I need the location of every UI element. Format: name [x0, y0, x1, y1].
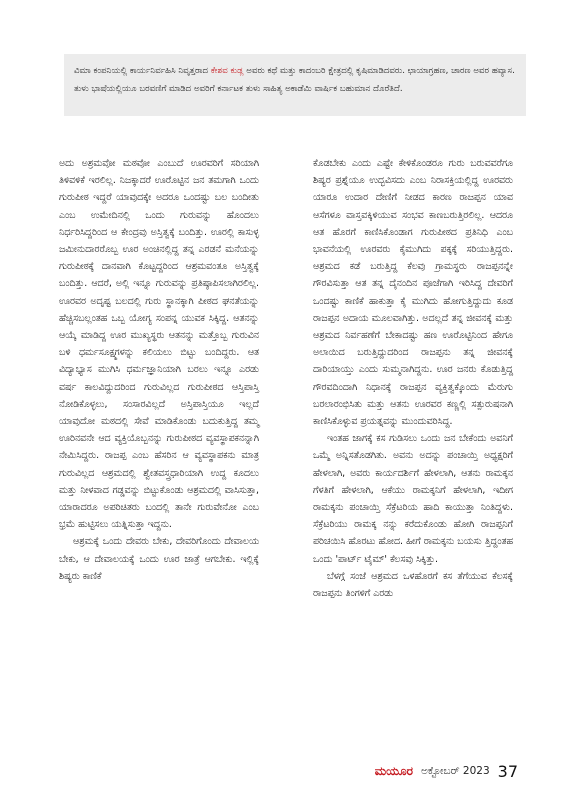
left-column	[59, 155, 259, 585]
bio-text-after: ಅವರು ಕಥೆ ಮತ್ತು ಕಾದಂಬರಿ ಕ್ಷೇತ್ರದಲ್ಲಿ ಕೃಷಿಮಾಡಿದವರು. ಛಾಯಾಗ್ರಹಣ, ಚಾರಣ ಅವರ ಹವ್ಯಾಸ. ತುಳು ಭಾಷೆಯಲ್ಲಿಯೂ ಬರವಣಿಗೆ ಮಾಡಿದ ಅವರಿಗೆ ಕರ್ನಾಟಕ ತುಳು ಸಾಹಿತ್ಯ ಅಕಾಡೆಮಿ ವಾರ್ಷಿಕ ಬಹುಮಾನ ದೊರೆತಿದೆ.	[74, 66, 515, 94]
left-paragraph-2: ಆಶ್ರಮಕ್ಕೆ ಒಂದು ದೇವರು ಬೇಕು, ದೇವರಿಗೊಂದು ದೇವಾಲಯ ಬೇಕು, ಆ ದೇವಾಲಯಕ್ಕೆ ಒಂದು ಊರ ಜಾತ್ರೆ ಆಗಬೇಕು. ಇಲ್ಲಿಕ್ಕೆ ಶಿಷ್ಯರು ಕಾಣಿಕೆ	[59, 536, 259, 582]
issue-date: ಅಕ್ಟೋಬರ್ 2023	[420, 764, 490, 777]
right-paragraph-3: ಬೆಳಗ್ಗೆ ಸಂಜೆ ಆಶ್ರಮದ ಒಳಹೊರಗೆ ಕಸ ತೆಗೆಯುವ ಕೆಲಸಕ್ಕೆ ರಾಜಪ್ಪನು ತಿಂಗಳಿಗೆ ಎರಡು	[313, 570, 513, 600]
bio-text-before: ವಿಮಾ ಕಂಪನಿಯಲ್ಲಿ ಕಾರ್ಯನಿರ್ವಹಿಸಿ ನಿವೃತ್ತರಾದ	[74, 66, 211, 76]
page-footer	[348, 756, 518, 786]
magazine-logo: ಮಯೂರ	[374, 763, 413, 778]
right-column	[313, 155, 513, 602]
right-paragraph-1: ಕೊಡಬೇಕು ಎಂದು ಎಷ್ಟೇ ಕೇಳಿಕೊಂಡರೂ ಗುರು ಬರುವವರೆಗೂ ಶಿಷ್ಯರ ಪ್ರಶ್ನೆಯೂ ಉದ್ಭವಿಸದು ಎಂಬ ನಿರಾಸಕ್ತಿಯಲ್ಲಿದ್ದ ಊರವರು ಯಾರೂ ಉದಾರ ದೇಣಿಗೆ ನೀಡದ ಕಾರಣ ರಾಜಪ್ಪನ ಯಾವ ಆಸೆಗಳೂ ವಾಸ್ತವಕ್ಕಿಳಿಯುವ ಸಂಭವ ಕಾಣಬರುತ್ತಿರಲಿಲ್ಲ. ಆದರೂ ಆತ ಹೊರಗೆ ಕಾಣಿಸಿಕೊಂಡಾಗ ಗುರುಪೀಠದ ಪ್ರತಿನಿಧಿ ಎಂಬ ಭಾವನೆಯಲ್ಲಿ ಊರವರು ಕೈಮುಗಿದು ಪಕ್ಕಕ್ಕೆ ಸರಿಯುತ್ತಿದ್ದರು. ಆಶ್ರಮದ ಕಡೆ ಬರುತ್ತಿದ್ದ ಕೆಲವು ಗ್ರಾಮಸ್ಥರು ರಾಜಪ್ಪನನ್ನೇ ಗೌರವಿಸುತ್ತಾ ಆತ ತನ್ನ ದೈನಂದಿನ ಪೂಜೆಗಾಗಿ ಇರಿಸಿದ್ದ ದೇವರಿಗೆ ಒಂದಷ್ಟು ಕಾಣಿಕೆ ಹಾಕುತ್ತಾ ಕೈ ಮುಗಿದು ಹೋಗುತ್ತಿದ್ದುದು ಕೂಡ ರಾಜಪ್ಪನ ಅದಾಯ ಮೂಲವಾಗಿತ್ತು. ಅದಲ್ಲದೆ ತನ್ನ ಜೀವನಕ್ಕೆ ಮತ್ತು ಆಶ್ರಮದ ನಿರ್ವಹಣೆಗೆ ಬೇಕಾದಷ್ಟು ಹಣ ಊರೊಟ್ಟಿನಿಂದ ಹೇಗೂ ಅಲಾಯಿದ ಬರುತ್ತಿದ್ದುದರಿಂದ ರಾಜಪ್ಪನು ತನ್ನ ಜೀವನಕ್ಕೆ ದಾರಿಯಾಯ್ತು ಎಂದು ಸುಮ್ಮನಾಗಿದ್ದನು. ಊರ ಜನರು ಕೊಡುತ್ತಿದ್ದ ಗೌರವದಿಂದಾಗಿ ನಿಧಾನಕ್ಕೆ ರಾಜಪ್ಪನ ವ್ಯಕ್ತಿತ್ವಕ್ಕೊಂದು ಮೆರುಗು ಬರಲಾರಂಭಿಸಿತು ಮತ್ತು ಆತನು ಊರವರ ಕಣ್ಣಲ್ಲಿ ಸತ್ಪುರುಷನಾಗಿ ಕಾಣಿಸಿಕೊಳ್ಳುವ ಪ್ರಯತ್ನವನ್ನು ಮುಂದುವರಿಸಿದ್ದ.	[313, 158, 513, 428]
left-paragraph-1: ಅದು ಅಶ್ರಮವೋ ಮಠವೋ ಎಂಬುದೆ ಊರವರಿಗೆ ಸರಿಯಾಗಿ ತಿಳಿವಳಿಕೆ ಇರಲಿಲ್ಲ. ನಿಜಕ್ಕಾದರೆ ಊರೊಟ್ಟಿನ ಜನ ತಮಗಾಗಿ ಒಂದು ಗುರುಪೀಠ ಇದ್ದರೆ ಯಾವುದಕ್ಕೇ ಅದರೂ ಒಂದಷ್ಟು ಬಲ ಬಂದೀತು ಎಂಬ ಉಮೇದಿನಲ್ಲಿ ಒಂದು ಗುರುವನ್ನು ಹೊಂದಲು ನಿರ್ಧರಿಸಿದ್ದರಿಂದ ಆ ಕೇಂದ್ರವು ಅಸ್ತಿತ್ವಕ್ಕೆ ಬಂದಿತ್ತು. ಊರಲ್ಲಿ ಕಾಸುಳ್ಳ ಜಮೀನುದಾರರೊಬ್ಬ ಊರ ಅಂಚಿನಲ್ಲಿದ್ದ ತನ್ನ ಎರಡನೆ ಮನೆಯನ್ನು ಗುರುಪೀಠಕ್ಕೆ ದಾನವಾಗಿ ಕೊಟ್ಟದ್ದರಿಂದ ಆಶ್ರಮವಂತೂ ಅಸ್ತಿತ್ವಕ್ಕೆ ಬಂದಿತ್ತು. ಆದರೆ, ಅಲ್ಲಿ ಇನ್ನೂ ಗುರುವನ್ನು ಪ್ರತಿಷ್ಠಾಪಿಸಲಾಗಿರಲಿಲ್ಲ. ಊರವರ ಅದೃಷ್ಟ ಬಲದಲ್ಲಿ ಗುರು ಸ್ಥಾನಕ್ಕಾಗಿ ಪೀಠದ ಘನತೆಯನ್ನು ಹೆಚ್ಚಿಸಬಲ್ಲಂತಹ ಒಬ್ಬ ಯೋಗ್ಯ ಸಂಪನ್ನ ಯುವಕ ಸಿಕ್ಕಿದ್ದ. ಆತನನ್ನು ಆಯ್ಕೆ ಮಾಡಿದ್ದ ಊರ ಮುಖ್ಯಸ್ಥರು ಆತನನ್ನು ಮತ್ತೊಬ್ಬ ಗುರುವಿನ ಬಳಿ ಧರ್ಮಸೂಕ್ಷ್ಮಗಳನ್ನು ಕಲಿಯಲು ಬಿಟ್ಟು ಬಂದಿದ್ದರು. ಆತ ವಿದ್ಯಾಭ್ಯಾಸ ಮುಗಿಸಿ ಧರ್ಮಜ್ಞಾನಿಯಾಗಿ ಬರಲು ಇನ್ನೂ ಎರಡು ವರ್ಷ ಕಾಲವಿದ್ದುದರಿಂದ ಗುರುವಿಲ್ಲದ ಗುರುಪೀಠದ ಆಸ್ತಿಪಾಸ್ತಿ ನೋಡಿಕೊಳ್ಳಲು, ಸಂಸಾರವಿಲ್ಲದೆ ಅಸ್ತಿಪಾಸ್ತಿಯೂ ಇಲ್ಲದೆ ಯಾವುದೋ ಮಠದಲ್ಲಿ ಸೇವೆ ಮಾಡಿಕೊಂಡು ಬದುಕುತ್ತಿದ್ದ ತಮ್ಮ ಊರಿನವನೇ ಆದ ವ್ಯಕ್ತಿಯೊಬ್ಬನನ್ನು ಗುರುಪೀಠದ ವ್ಯವಸ್ಥಾಪಕನನ್ನಾಗಿ ನೇಮಿಸಿದ್ದರು. ರಾಜಪ್ಪ ಎಂಬ ಹೆಸರಿನ ಆ ವ್ಯವಸ್ಥಾಪಕನು ಮಾತ್ರ ಗುರುವಿಲ್ಲದ ಆಶ್ರಮದಲ್ಲಿ ಶ್ವೇತವಸ್ತ್ರಧಾರಿಯಾಗಿ ಉದ್ದ ಕೂದಲು ಮತ್ತು ನೀಳವಾದ ಗಡ್ಡವನ್ನು ಬಿಟ್ಟುಕೊಂಡು ಆಶ್ರಮದಲ್ಲಿ ವಾಸಿಸುತ್ತಾ, ಯಾರಾದರೂ ಅಪರಿಚಿತರು ಬಂದಲ್ಲಿ ತಾನೇ ಗುರುವೇನೋ ಎಂಬ ಭ್ರಮೆ ಹುಟ್ಟಿಸಲು ಯತ್ನಿಸುತ್ತಾ ಇದ್ದನು.	[59, 158, 259, 531]
right-paragraph-2: ಇಂತಹ ಜಾಗಕ್ಕೆ ಕಸ ಗುಡಿಸಲು ಒಂದು ಜನ ಬೇಕೆಂದು ಅವನಿಗೆ ಒಮ್ಮೆ ಅನ್ನಿಸತೊಡಗಿತು. ಅವನು ಅದನ್ನು ಪಂಚಾಯ್ತಿ ಅಧ್ಯಕ್ಷರಿಗೆ ಹೇಳಲಾಗಿ, ಅವರು ಕಾರ್ಯದರ್ಶಿಗೆ ಹೇಳಲಾಗಿ, ಆತನು ರಾಮಕ್ಕನ ಗೆಳತಿಗೆ ಹೇಳಲಾಗಿ, ಆಕೆಯು ರಾಮಕ್ಕನಿಗೆ ಹೇಳಲಾಗಿ, ಇದೀಗ ರಾಮಕ್ಕನು ಪಂಚಾಯ್ತಿ ಸೆಕ್ರೆಟರಿಯ ಹಾದಿ ಕಾಯುತ್ತಾ ನಿಂತಿದ್ದಳು. ಸೆಕ್ರೆಟರಿಯು ರಾಮಕ್ಕ ನನ್ನು ಕರೆದುಕೊಂಡು ಹೋಗಿ ರಾಜಪ್ಪನಿಗೆ ಪರಿಚಯಿಸಿ ಹೊರಟು ಹೋದ. ಹೀಗೆ ರಾಮಕ್ಕನು ಬಯಸು ತ್ತಿದ್ದಂತಹ ಒಂದು 'ಪಾರ್ಟ್ ಟೈಮ್' ಕೆಲಸವು ಸಿಕ್ಕಿತ್ತು.	[313, 433, 513, 565]
author-name: ಕೇಶವ ಕುಡ್ಲ	[210, 66, 244, 76]
author-bio-box	[64, 54, 526, 116]
page-number: 37	[497, 761, 518, 781]
